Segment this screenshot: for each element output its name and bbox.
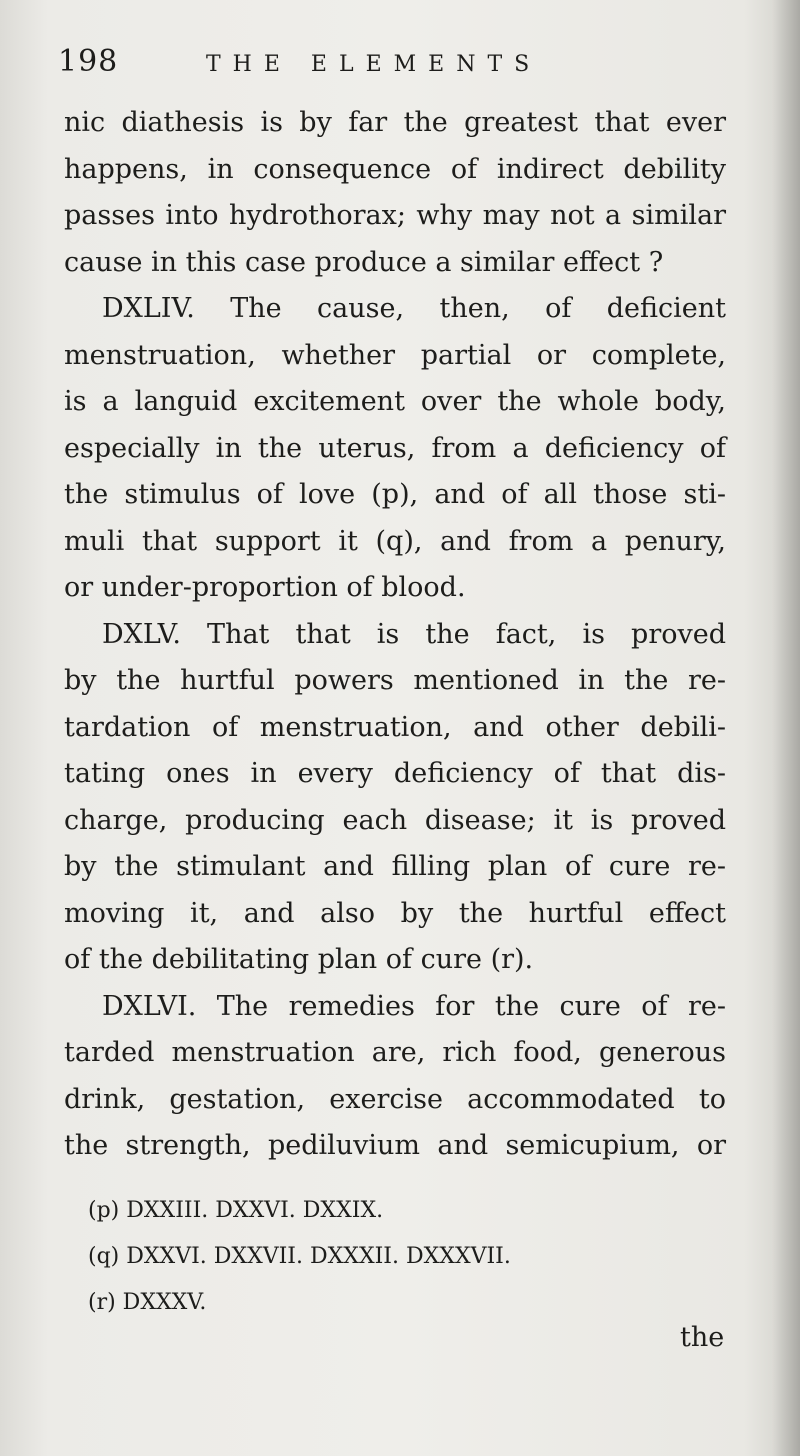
paragraph-start-dxliv: DXLIV. The cause, then, of deficient <box>102 293 726 324</box>
text-line: by the stimulant and filling plan of cure re- <box>64 851 726 882</box>
text-line: tardation of menstruation, and other debili- <box>64 711 726 743</box>
text-line: by the hurtful powers mentioned in the re- <box>64 665 726 696</box>
catchword: the <box>680 1322 725 1353</box>
text-line: passes into hydrothorax; why may not a similar <box>64 200 726 231</box>
footnote-q: (q) DXXVI. DXXVII. DXXXII. DXXXVII. <box>88 1244 511 1269</box>
text-line: tarded menstruation are, rich food, generous <box>64 1037 726 1068</box>
text-line: especially in the uterus, from a deficiency of <box>64 432 726 464</box>
text-line: drink, gestation, exercise accommodated to <box>64 1083 726 1115</box>
text-line: cause in this case produce a similar effect ? <box>64 246 664 278</box>
text-line: of the debilitating plan of cure (r). <box>64 944 534 975</box>
text-line: moving it, and also by the hurtful effect <box>64 897 726 929</box>
text-line: the strength, pediluvium and semicupium, or <box>64 1130 726 1161</box>
text-line: or under-proportion of blood. <box>64 572 466 603</box>
page-number: 198 <box>58 44 119 79</box>
footnote-p: (p) DXXIII. DXXVI. DXXIX. <box>88 1198 384 1223</box>
text-line: charge, producing each disease; it is proved <box>64 804 726 836</box>
spine-shadow <box>772 0 800 1456</box>
body-text <box>64 100 726 1170</box>
text-line: nic diathesis is by far the greatest that ever <box>64 107 726 138</box>
text-line: the stimulus of love (p), and of all those sti- <box>64 479 726 510</box>
text-line: is a languid excitement over the whole body, <box>64 386 726 417</box>
footnote-r: (r) DXXXV. <box>88 1290 207 1315</box>
text-line: happens, in consequence of indirect debility <box>64 153 726 185</box>
text-line: menstruation, whether partial or complete, <box>64 339 726 371</box>
running-head: THE ELEMENTS <box>206 52 542 77</box>
text-line: muli that support it (q), and from a penury, <box>64 525 726 557</box>
paragraph-start-dxlv: DXLV. That that is the fact, is proved <box>102 618 726 650</box>
text-line: tating ones in every deficiency of that dis- <box>64 758 726 789</box>
page-header <box>58 44 738 88</box>
paragraph-start-dxlvi: DXLVI. The remedies for the cure of re- <box>102 990 726 1022</box>
footnotes <box>88 1188 688 1326</box>
